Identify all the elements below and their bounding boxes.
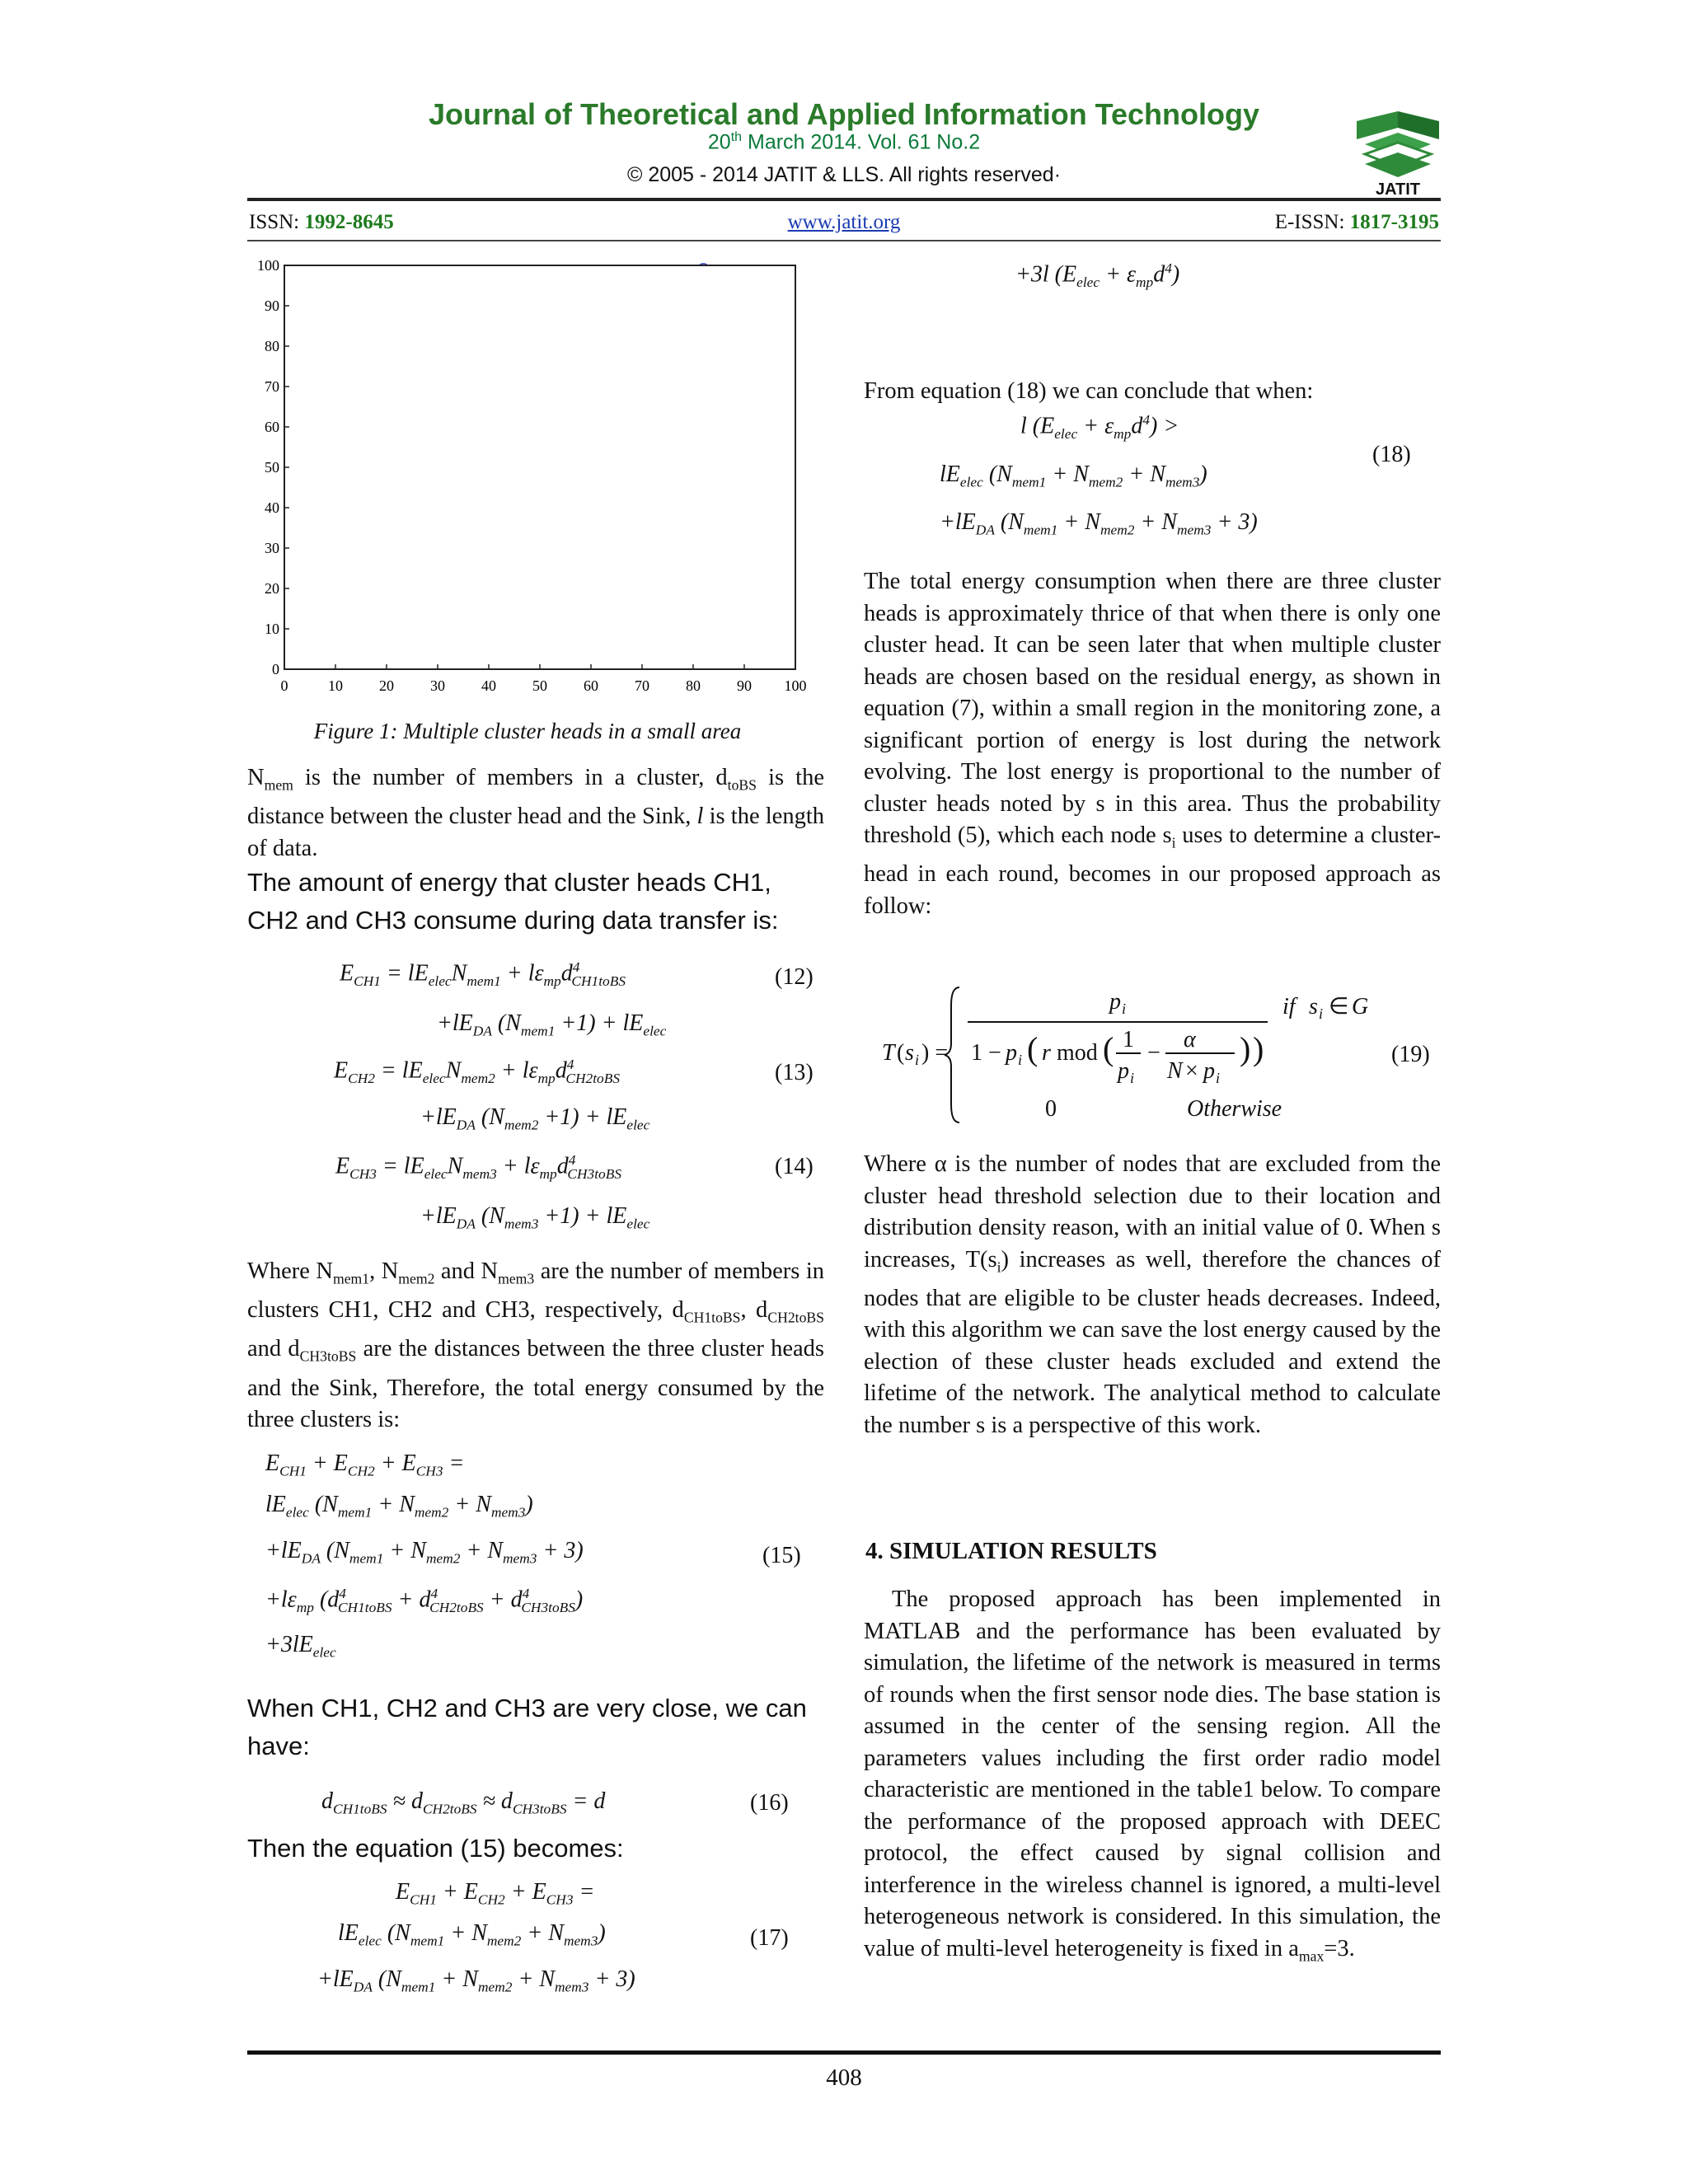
equation-19 [880,981,1391,1129]
equation-14-number: (14) [775,1154,814,1179]
svg-text:1 −: 1 − [971,1040,1001,1066]
left-para-3: Where $N_{mem1}$, $N_{mem2}$ and $N_{mem3}$ are the number of members in clusters CH1, CH2 and CH3, respectively, $d_{CH1toBS}$, $d_{CH2toBS}$ and $d_{CH3toBS}$ are the distances between the three cluster heads and the Sink, Therefore, the total energy consumed by the three clusters is: [247,1258,825,1433]
left-para-4: When CH1, CH2 and CH3 are very close, we can have: [247,1694,807,1760]
equation-15-line1: $E_{CH1} + E_{CH2} + E_{CH3}$ = [265,1451,465,1479]
plot-frame [284,265,795,669]
svg-text:i: i [1319,1005,1324,1022]
figure-caption: Figure 1: Multiple cluster heads in a small area [313,719,742,743]
equation-17-line3: $+lE_{DA}$ $(N_{mem1} + N_{mem2} + N_{mem3} + 3)$ [317,1966,635,1995]
equation-15-line3: $+lE_{DA}$ $(N_{mem1} + N_{mem2} + N_{mem3} + 3)$ [265,1538,584,1567]
equation-15-number: (15) [762,1543,801,1568]
left-para-2: The amount of energy that cluster heads CH1, CH2 and CH3 consume during data transfer is: [247,868,779,935]
svg-text:i: i [1130,1070,1135,1086]
section-heading: 4. SIMULATION RESULTS [865,1538,1157,1564]
svg-text:r: r [1042,1040,1051,1066]
x-tick-label: 0 [280,677,288,694]
svg-text:s: s [1309,994,1318,1019]
x-tick-label: 30 [430,677,445,694]
svg-text:α: α [1184,1027,1196,1052]
svg-text:) =: ) = [921,1040,949,1066]
jatit-logo [1357,111,1439,198]
equation-15-line2: $lE_{elec}$ $(N_{mem1} + N_{mem2} + N_{mem3})$ [265,1492,533,1521]
svg-text:p: p [1109,989,1121,1015]
x-tick-label: 70 [635,677,649,694]
equation-12-line1: $E_{CH1} = lE_{elec}N_{mem1} + l\varepsilon_{mp}d^4_{CH1toBS}$ [340,959,626,989]
svg-text:p: p [1203,1058,1215,1084]
equation-13-line2: $+lE_{DA}$ $(N_{mem2} +1) + lE_{elec}$ [420,1104,650,1133]
y-tick-label: 10 [265,621,279,637]
equation-16-number: (16) [750,1790,789,1816]
y-tick-label: 0 [272,661,279,677]
equation-18-number: (18) [1372,442,1411,467]
x-tick-label: 90 [737,677,752,694]
y-tick-label: 90 [265,298,279,314]
svg-text:1: 1 [1123,1027,1134,1052]
svg-text:0: 0 [1045,1096,1057,1122]
svg-text:(: ( [1103,1030,1114,1067]
x-tick-label: 20 [379,677,394,694]
eq19-if: if [1282,994,1296,1019]
eissn-label: E-ISSN: [1274,211,1350,233]
svg-text:i: i [1122,1001,1127,1017]
logo-text: JATIT [1375,180,1421,198]
header-rule-lower [247,240,1441,241]
y-tick-label: 60 [265,419,279,435]
equation-13-number: (13) [775,1060,814,1085]
eissn-value: 1817-3195 [1349,211,1439,233]
svg-text:i: i [1216,1070,1221,1086]
footer-rule [247,2050,1441,2055]
y-tick-label: 50 [265,459,279,476]
svg-text:p: p [1118,1058,1129,1084]
right-para-1: From equation (18) we can conclude that when: [864,378,1314,404]
equation-18-line1: l $(E_{elec} + \varepsilon_{mp}d^4)$ > [1020,412,1179,442]
right-para-2: The total energy consumption when there are three cluster heads is approximately thrice of that when there is only one cluster head. It can be seen later that when multiple cluster heads are chosen based on the residual energy, as shown in equation (7), within a small region in the monitoring zone, a significant portion of energy is lost during the network evolving. The lost energy is proportional to the number of cluster heads noted by s in this area. Thus the probability threshold (5), which each node $s_i$ uses to determine a cluster-head in each round, becomes in our proposed approach as follow: [864,569,1441,919]
y-tick-label: 80 [265,338,279,354]
y-tick-label: 70 [265,378,279,395]
equation-19-number: (19) [1391,1042,1430,1067]
issn-label: ISSN: [249,211,305,233]
date-day: 20 [707,130,731,154]
eq19-otherwise: Otherwise [1187,1096,1282,1122]
svg-text:−: − [1147,1040,1160,1066]
equation-15-line4: $+l\varepsilon_{mp}$ $(d^4_{CH1toBS} + d^4_{CH2toBS} + d^4_{CH3toBS})$ [265,1586,584,1615]
issn-value: 1992-8645 [304,211,394,233]
equation-18-line2: $lE_{elec}$ $(N_{mem1} + N_{mem2} + N_{mem3})$ [940,462,1207,490]
cluster-figure [247,257,808,706]
left-para-5: Then the equation (15) becomes: [247,1834,624,1863]
svg-text:N: N [1167,1058,1183,1084]
website-link[interactable]: www.jatit.org [787,211,901,233]
svg-text:(: ( [1027,1030,1039,1067]
y-tick-label: 100 [257,257,279,274]
x-tick-label: 60 [584,677,598,694]
svg-text:G: G [1352,994,1369,1019]
x-tick-label: 10 [328,677,343,694]
eissn [1275,211,1439,234]
equation-17-line1: $E_{CH1} + E_{CH2} + E_{CH3}$ = [396,1879,595,1908]
equation-18-line3: $+lE_{DA}$ $(N_{mem1} + N_{mem2} + N_{mem3} + 3)$ [940,509,1258,538]
y-tick-label: 20 [265,580,279,597]
x-tick-label: 100 [784,677,807,694]
x-tick-label: 80 [686,677,701,694]
y-tick-label: 30 [265,540,279,556]
equation-continued: +3l $(E_{elec} + \varepsilon_{mp}d^4)$ [1015,260,1180,290]
equation-17-number: (17) [750,1925,789,1951]
svg-text:s: s [905,1040,914,1066]
date-rest: March 2014. Vol. 61 No.2 [742,130,981,154]
journal-title: Journal of Theoretical and Applied Information Technology [428,97,1260,131]
equation-16: $d_{CH1toBS} \approx d_{CH2toBS} \approx d_{CH3toBS} = d$ [321,1788,606,1817]
svg-text:p: p [1006,1040,1017,1066]
header-rule [247,198,1441,201]
right-para-4: The proposed approach has been implemented in MATLAB and the performance has been evaluated by simulation, the lifetime of the network is measured in terms of rounds when the first sensor node dies. The base station is assumed in the center of the sensing region. All the parameters values including the first order radio model characteristic are mentioned in the table1 below. To compare the performance of the proposed approach with DEEC protocol, the effect caused by signal collision and interference in the wireless channel is ignored, a multi-level heterogeneous network is considered. In this simulation, the value of multi-level heterogeneity is fixed in $a_{max}=3$. [864,1586,1441,1965]
page-number: 408 [826,2064,862,2091]
equation-13-line1: $E_{CH2} = lE_{elec}N_{mem2} + l\varepsilon_{mp}d^4_{CH2toBS}$ [334,1057,621,1086]
svg-text:mod: mod [1057,1040,1098,1066]
copyright-line: © 2005 - 2014 JATIT & LLS. All rights reserved· [626,163,1062,186]
left-para-1: $N_{mem}$ is the number of members in a cluster, $d_{toBS}$ is the distance between the cluster head and the Sink, l is the length of data. [247,765,824,861]
svg-text:): ) [1253,1030,1264,1067]
x-tick-label: 50 [532,677,547,694]
svg-text:(: ( [897,1040,905,1066]
svg-text:∈: ∈ [1329,994,1349,1019]
svg-text:T: T [882,1040,895,1066]
equation-12-number: (12) [775,964,814,990]
svg-text:i: i [1018,1052,1023,1068]
right-para-3: Where α is the number of nodes that are excluded from the cluster head threshold selection due to their location and distribution density reason, with an initial value of 0. When s increases, $T(s_i)$ increases as well, therefore the chances of nodes that are eligible to be cluster heads decreases. Indeed, with this algorithm we can save the lost energy caused by the election of these cluster heads excluded and extend the lifetime of the network. The analytical method to calculate the number s is a perspective of this work. [864,1151,1442,1438]
equation-15-line5: $+3lE_{elec}$ [265,1632,336,1661]
svg-text:): ) [1240,1030,1251,1067]
x-tick-label: 40 [481,677,496,694]
date-suffix: th [730,130,743,144]
equation-14-line2: $+lE_{DA}$ $(N_{mem3} +1) + lE_{elec}$ [420,1203,650,1232]
equation-12-line2: $+lE_{DA}$ $(N_{mem1} +1) + lE_{elec}$ [437,1010,667,1039]
equation-14-line1: $E_{CH3} = lE_{elec}N_{mem3} + l\varepsilon_{mp}d^4_{CH3toBS}$ [335,1152,622,1182]
y-tick-label: 40 [265,499,279,516]
svg-text:×: × [1185,1058,1198,1084]
equation-17-line2: $lE_{elec}$ $(N_{mem1} + N_{mem2} + N_{mem3})$ [338,1920,606,1949]
svg-text:i: i [915,1052,920,1068]
